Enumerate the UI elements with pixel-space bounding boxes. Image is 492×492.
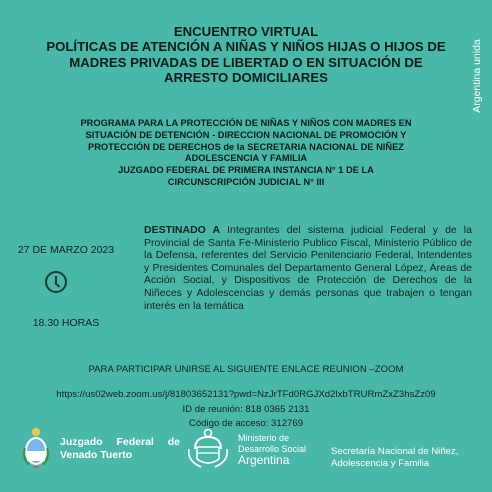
title-line: ARRESTO DOMICILIARES [164, 70, 328, 86]
ministry-line: Desarrollo Social [238, 443, 307, 454]
ministry-country: Argentina [238, 453, 290, 467]
event-date: 27 DE MARZO 2023 [17, 244, 115, 256]
ministry-name [238, 433, 328, 467]
court-word: Federal [116, 436, 154, 448]
program-line: PROTECCIÓN DE DERECHOS de la SECRETARIA NACIONAL DE NIÑEZ [88, 141, 404, 152]
title-line: MADRES PRIVADAS DE LIBERTAD O EN SITUACIÓN DE [69, 54, 423, 70]
destinado-label: DESTINADO A [144, 224, 221, 236]
secretaria-line: Adolescencia y Familia [331, 458, 430, 469]
title-line: ENCUENTRO VIRTUAL [173, 24, 319, 39]
secretaria-name [331, 446, 491, 470]
program-line: ADOLESCENCIA Y FAMILIA [184, 153, 308, 164]
program-line: PROGRAMA PARA LA PROTECCIÓN DE NIÑAS Y NIÑOS CON MADRES EN [80, 118, 412, 128]
audience-description [144, 224, 472, 312]
zoom-link[interactable]: https://us02web.zoom.us/j/81803652131?pwd=NzJrTFd0RGJXd2lxbTRURmZxZ3hsZz09 [56, 389, 436, 400]
program-description [18, 118, 474, 189]
event-title [0, 24, 492, 86]
court-name [60, 436, 180, 462]
court-location: Venado Tuerto [60, 449, 133, 461]
title-line: POLÍTICAS DE ATENCIÓN A NIÑAS Y NIÑOS HIJAS O HIJOS DE [46, 39, 446, 55]
ministry-logo-icon [181, 427, 235, 471]
court-word: Juzgado [60, 436, 103, 448]
shield-icon [21, 426, 51, 468]
event-time: 18.30 HORAS [32, 317, 100, 329]
join-instructions: PARA PARTICIPAR UNIRSE AL SIGUIENTE ENLACE REUNION –ZOOM [88, 364, 404, 375]
side-brand-text: Argentina unida [471, 39, 483, 113]
program-line: JUZGADO FEDERAL DE PRIMERA INSTANCIA N° 1 DE LA [118, 165, 374, 176]
destinado-text: Integrantes del sistema judicial Federal y de la Provincial de Santa Fe-Ministerio Publico Fiscal, Ministerio Público de la Defensa, referentes del Servicio Penitenciario Federal, Intendentes y Presidentes Comunales del Departamento General López, Áreas de Acción Social, y Dispositivos de Protección de Derechos de la Niñeces y Adolescencias y demás personas que trabajen o tengan interés en la temática [144, 224, 472, 312]
court-word: de [167, 436, 180, 448]
meeting-id: ID de reunión: 818 0365 2131 [182, 404, 310, 415]
access-code: Código de acceso: 312769 [188, 418, 304, 429]
argentina-unida-logo [470, 22, 484, 132]
program-line: CIRCUNSCRIPCIÓN JUDICIAL N° III [167, 176, 325, 187]
clock-icon [45, 271, 67, 293]
ministry-line: Ministerio de [238, 433, 290, 443]
secretaria-line: Secretaría Nacional de Niñez, [331, 446, 459, 457]
program-line: SITUACIÓN DE DETENCIÓN - DIRECCION NACIONAL DE PROMOCIÓN Y [85, 129, 407, 140]
